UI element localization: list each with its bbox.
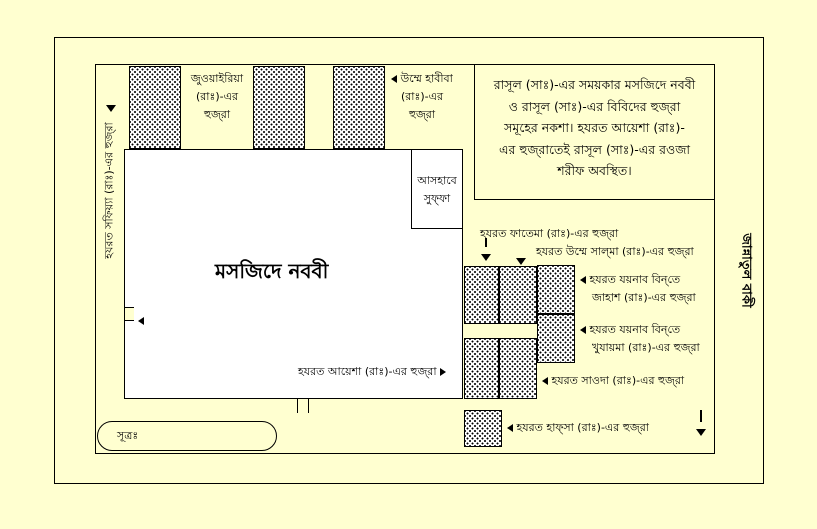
- east-room-3: [464, 338, 499, 399]
- east-room-sawda: [499, 338, 537, 399]
- east-room-zainab-khuzaima: [537, 314, 575, 363]
- north-room-1: [129, 66, 181, 149]
- north-room-2: [253, 66, 305, 149]
- fatima-arrow-icon: [481, 246, 491, 265]
- umme-salama-room-label: হযরত উম্মে সাল্‌মা (রাঃ)-এর হুজ্‌রা: [536, 245, 694, 258]
- zainab-khuzaima-label: হযরত যয়নাব বিন্‌তে খুযায়মা (রাঃ)-এর হুজ্‌রা: [580, 321, 700, 357]
- north-room-3: [333, 66, 385, 149]
- south-door: [297, 399, 309, 413]
- sawda-room-label: হযরত সাওদা (রাঃ)-এর হুজ্‌রা: [542, 372, 684, 390]
- info-box-text: রাসূল (সাঃ)-এর সময়কার মসজিদে নববী ও রাসূল (সাঃ)-এর বিবিদের হুজ্‌রা সমূহের নকশা। হযরত আয়েশা (রাঃ)- এর হুজ্‌রাতেই রাসূল (সাঃ)-এর রওজা শরীফ অবস্থিত।: [493, 77, 696, 178]
- source-label: সূত্রঃ: [117, 429, 139, 442]
- umme-habiba-room-label: উম্মে হাবীবা (রাঃ)-এর হুজ্‌রা: [386, 70, 458, 124]
- masjid-nabawi-title: মসজিদে নববী: [215, 259, 329, 283]
- west-door-arrow-icon: [138, 310, 144, 329]
- west-door: [124, 307, 134, 321]
- hafsa-room: [464, 410, 502, 447]
- east-room-2: [499, 266, 537, 324]
- ashab-suffa-label: আসহাবে সুফ্ফা: [417, 174, 457, 205]
- fatima-room-label: হযরত ফাতেমা (রাঃ)-এর হুজ্‌রা: [480, 227, 619, 240]
- hafsa-room-label: হযরত হাফ্‌সা (রাঃ)-এর হুজ্‌রা: [507, 419, 649, 437]
- east-room-zainab-jahash: [537, 265, 575, 314]
- aisha-room-label: হযরত আয়েশা (রাঃ)-এর হুজ্‌রা: [298, 363, 446, 381]
- juwairiya-room-label: জুওয়াইরিয়া (রাঃ)-এর হুজ্‌রা: [190, 72, 244, 121]
- baqi-arrow-icon: [696, 421, 706, 440]
- safiyya-arrow-icon: [106, 97, 116, 116]
- zainab-jahash-label: হযরত যয়নাব বিন্‌তে জাহাশ (রাঃ)-এর হুজ্‌রা: [580, 271, 696, 307]
- east-room-1: [464, 266, 499, 324]
